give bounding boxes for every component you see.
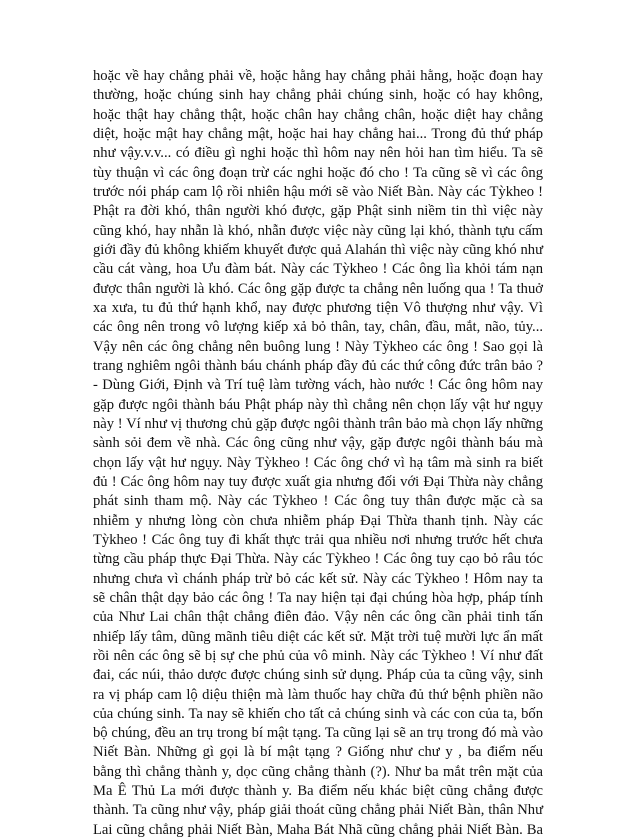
text-line: hoặc thật hay chẳng thật, hoặc chân hay chẳng chân, hoặc diệt hay chẳng	[93, 106, 543, 123]
text-line: xa xưa, tu đủ thứ hạnh khổ, nay được phương tiện Vô thượng như vậy. Vì	[93, 299, 543, 316]
text-line: giới đầy đủ không khiếm khuyết được quả Alahán thì việc này cũng khó như	[93, 241, 543, 258]
text-line: này ! Ví như vị thương chủ gặp được ngôi thành trân bảo mà chọn lấy những	[93, 415, 543, 432]
text-line: chọn lấy vật hư ngụy. Này Tỳkheo ! Các ông chớ vì hạ tâm mà sinh ra biết	[93, 454, 543, 471]
text-line: tùy thuận vì các ông đoạn trừ các nghi hoặc đó cho ! Ta cũng sẽ vì các ông	[93, 164, 543, 181]
text-line: sành sỏi đem về nhà. Các ông cũng như vậy, gặp được ngôi thành báu mà	[93, 435, 543, 452]
text-line: phát sinh tham mộ. Này các Tỳkheo ! Các ông tuy thân được mặc cà sa	[93, 493, 543, 510]
text-line: được thân người là khó. Các ông gặp được ta chẳng nên luống qua ! Ta thuở	[93, 280, 543, 297]
text-line: Ma Ê Thủ La mới được thành y. Ba điểm nếu khác biệt cũng chẳng được	[93, 783, 543, 800]
text-line: nhiễm y nhưng lòng còn chưa nhiễm pháp Đại Thừa thanh tịnh. Này các	[93, 512, 543, 529]
text-line: như vậy.v.v... có điều gì nghi hoặc thì hôm nay nên hỏi han tìm hiểu. Ta sẽ	[93, 145, 543, 162]
text-line: bộ chúng, đều an trụ trong bí mật tạng. Ta cũng lại sẽ an trụ trong đó mà vào	[93, 725, 543, 742]
text-line: các ông nên trong vô lượng kiếp xả bỏ thân, tay, chân, đầu, mắt, não, tủy...	[93, 319, 543, 336]
text-line: Vậy nên các ông chẳng nên buông lung ! Này Tỳkheo các ông ! Sao gọi là	[93, 338, 543, 355]
text-line: trang nghiêm ngôi thành báu chánh pháp đầy đủ các thứ công đức trân bảo ?	[93, 357, 543, 374]
text-line: bằng thì chẳng thành y, dọc cũng chẳng thành (?). Như ba mắt trên mặt của	[93, 763, 543, 780]
text-line: sẽ chân thật dạy bảo các ông ! Ta nay hiện tại đại chúng hòa hợp, pháp tính	[93, 589, 543, 606]
text-line: của Như Lai chân thật chẳng điên đảo. Vậy nên các ông cần phải tinh tấn	[93, 609, 543, 626]
text-line: Phật ra đời khó, thân người khó được, gặp Phật sinh niềm tin thì việc này	[93, 203, 543, 220]
text-line: hoặc về hay chẳng phải về, hoặc hằng hay chẳng phải hằng, hoặc đoạn hay	[93, 68, 543, 84]
text-line: của chúng sinh. Ta nay sẽ khiến cho tất cả chúng sinh và các con của ta, bốn	[93, 705, 543, 722]
text-line: ra vị pháp cam lộ diệu thiện mà làm thuốc hay chữa đủ thứ bệnh phiền não	[93, 686, 543, 703]
text-line: Lai cũng chẳng phải Niết Bàn, Maha Bát Nhã cũng chẳng phải Niết Bàn. Ba	[93, 821, 543, 838]
text-line: rồi nên các ông sẽ bị sự che phủ của vô minh. Này các Tỳkheo ! Ví như đất	[93, 647, 543, 664]
text-line: nhưng chưa vì chánh pháp trừ bỏ các kết sử. Này các Tỳkheo ! Hôm nay ta	[93, 570, 543, 587]
text-line: Tỳkheo ! Các ông tuy đi khất thực trải qua nhiều nơi nhưng trước hết chưa	[93, 531, 543, 548]
text-line: cũng khó, hay nhẫn là khó, nhẫn được việc này cũng lại khó, thành tựu cấm	[93, 222, 543, 239]
text-line: thường, hoặc chúng sinh hay chẳng phải chúng sinh, hoặc có hay không,	[93, 87, 543, 104]
text-line: từng cầu pháp thực Đại Thừa. Này các Tỳkheo ! Các ông tuy cạo bỏ râu tóc	[93, 551, 543, 568]
text-line: Niết Bàn. Những gì gọi là bí mật tạng ? Giống như chư y , ba điểm nếu	[93, 744, 543, 761]
text-line: trước nói pháp cam lộ rồi nhiên hậu mới sẽ vào Niết Bàn. Này các Tỳkheo !	[93, 183, 543, 200]
text-line: - Dùng Giới, Định và Trí tuệ làm tường vách, hào nước ! Các ông hôm nay	[93, 377, 543, 394]
text-line: thành. Ta cũng như vậy, pháp giải thoát cũng chẳng phải Niết Bàn, thân Như	[93, 802, 543, 819]
text-line: cầu cát vàng, hoa Ưu đàm bát. Này các Tỳkheo ! Các ông lìa khỏi tám nạn	[93, 261, 543, 278]
text-line: diệt, hoặc mật hay chẳng mật, hoặc hai hay chẳng hai... Trong đủ thứ pháp	[93, 125, 543, 142]
text-line: gặp được ngôi thành báu Phật pháp này thì chẳng nên chọn lấy vật hư ngụy	[93, 396, 543, 413]
text-line: đai, các núi, thảo dược được chúng sinh sử dụng. Pháp của ta cũng vậy, sinh	[93, 667, 543, 684]
body-text	[93, 67, 543, 840]
text-line: đủ ! Các ông hôm nay tuy được xuất gia nhưng đối với Đại Thừa này chẳng	[93, 473, 543, 490]
text-line: nhiếp lấy tâm, dũng mãnh tiêu diệt các kết sử. Mặt trời tuệ mười lực ẩn mất	[93, 628, 543, 645]
